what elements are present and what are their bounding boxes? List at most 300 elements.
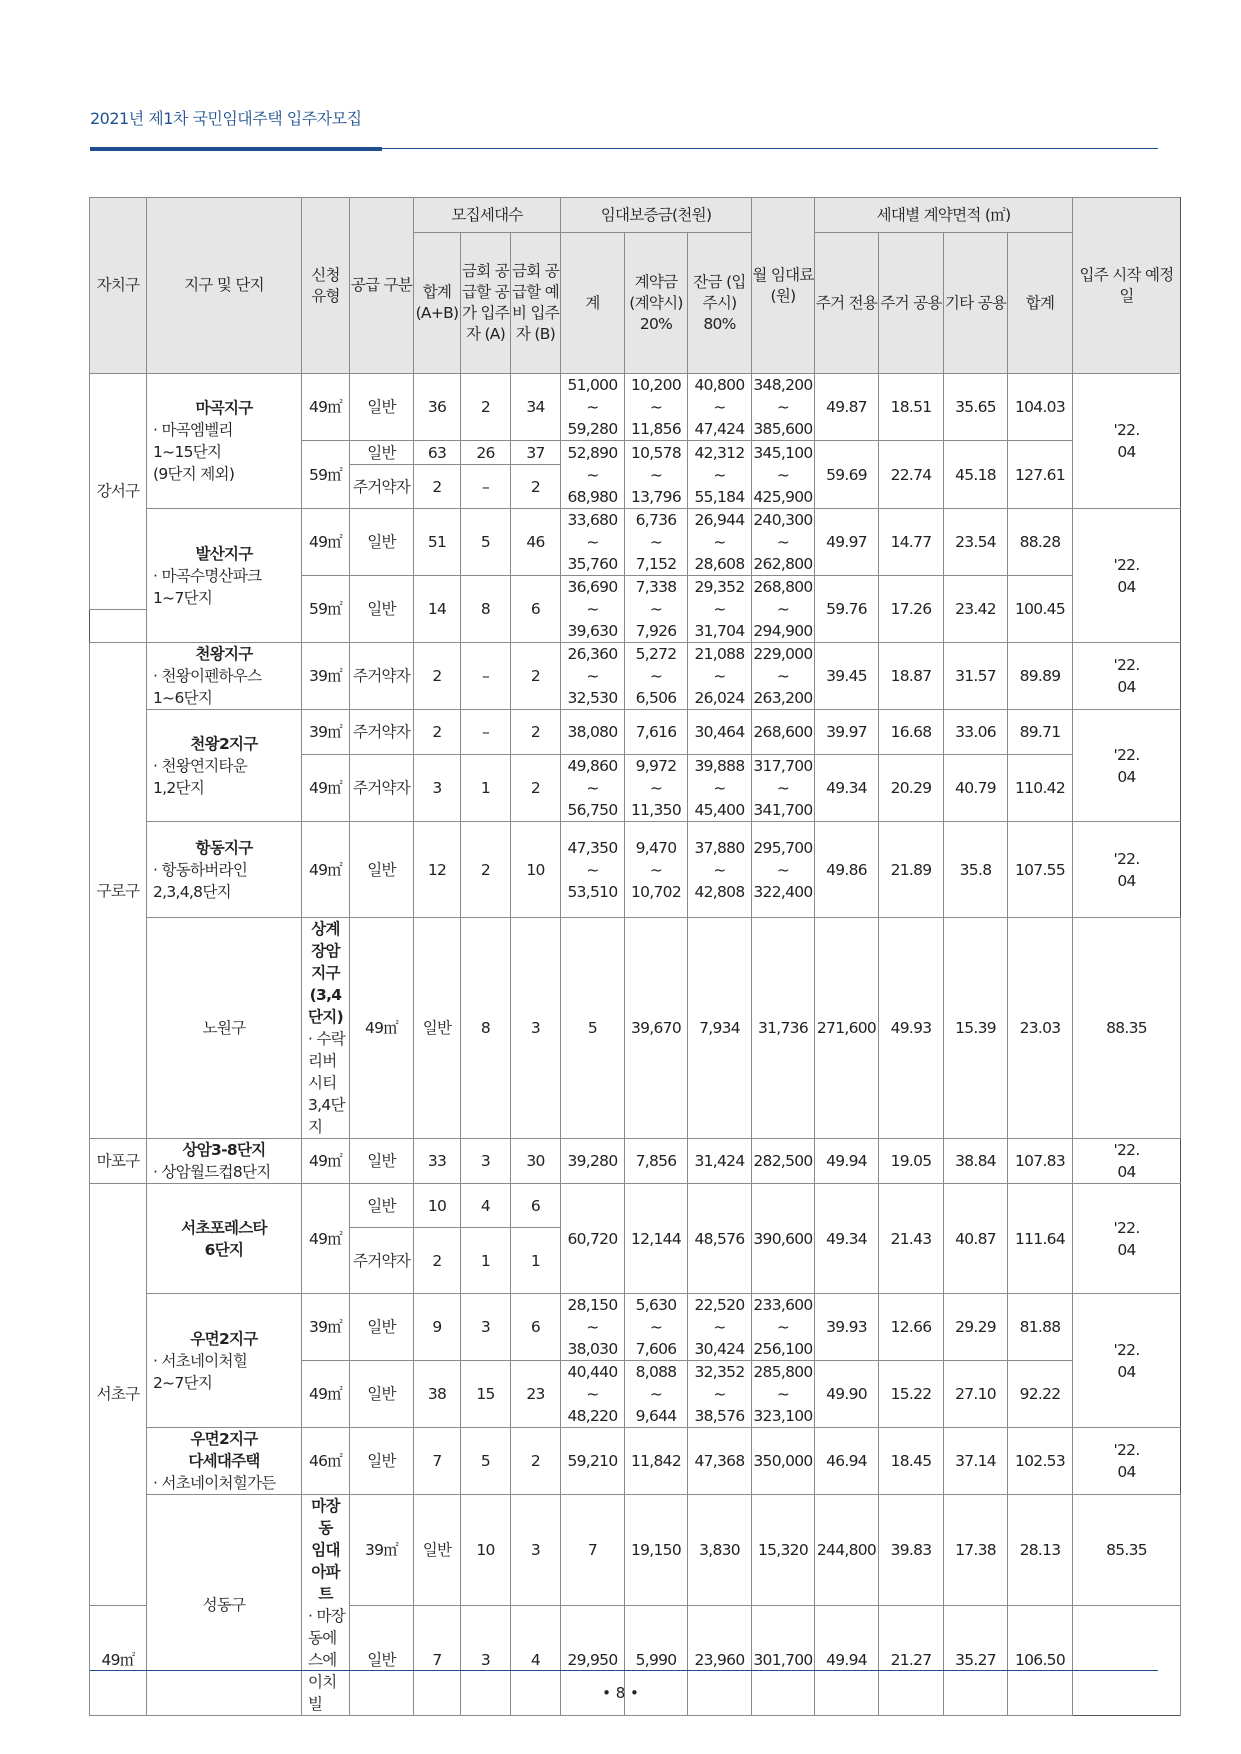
area-other-cell: 23.03 (1008, 918, 1073, 1139)
complex-name: 우면2지구 (190, 1329, 258, 1348)
complex-cell (302, 918, 350, 1139)
area-total-cell: 85.35 (1073, 1495, 1181, 1606)
area-other-cell: 38.84 (944, 1139, 1008, 1184)
table-row (90, 374, 1181, 408)
area-private-cell: 49.34 (815, 1184, 879, 1294)
type-cell: 49㎡ (302, 374, 350, 441)
gh-b-cell: 2 (511, 643, 561, 710)
table-row (90, 1184, 1181, 1228)
area-private-cell: 39.45 (815, 643, 879, 710)
area-total-cell: 88.35 (1073, 918, 1181, 1139)
contract-cell: 11,842 (625, 1428, 688, 1495)
area-total-cell: 107.83 (1008, 1139, 1073, 1184)
type-cell: 59㎡ (302, 576, 350, 643)
monthly-rent-cell: 244,800 (815, 1495, 879, 1606)
total-cell: 51 (414, 509, 461, 576)
supply-cell: 일반 (350, 374, 414, 441)
balance-cell: 31,424 (688, 1139, 752, 1184)
type-cell: 49㎡ (90, 1605, 147, 1716)
hdr-area-common: 주거 공용 (879, 233, 944, 374)
district-cell: 서초구 (90, 1184, 147, 1606)
complex-name: 천왕지구 (195, 645, 253, 663)
deposit-cell: 59,210 (561, 1428, 625, 1495)
area-other-cell: 40.87 (944, 1184, 1008, 1294)
balance-cell: 40,800 ~ 47,424 (688, 374, 752, 441)
hdr-district: 자치구 (90, 198, 147, 374)
total-cell: 14 (414, 576, 461, 643)
balance-cell: 22,520 ~ 30,424 (688, 1294, 752, 1361)
hdr-complex: 지구 및 단지 (147, 198, 302, 374)
supply-cell: 일반 (414, 918, 461, 1139)
balance-cell: 31,736 (752, 918, 815, 1139)
gh-a-cell: 3 (511, 1495, 561, 1606)
contract-cell: 3,830 (688, 1495, 752, 1606)
deposit-cell: 39,280 (561, 1139, 625, 1184)
page-number: • 8 • (602, 1684, 639, 1702)
complex-cell (147, 1428, 302, 1495)
contract-cell: 5,630 ~ 7,606 (625, 1294, 688, 1361)
complex-name: 항동지구 (195, 838, 253, 857)
complex-sub: · 마곡수명산파크 1~7단지 (153, 566, 262, 607)
gh-a-cell: 3 (511, 918, 561, 1139)
area-private-cell: 49.86 (815, 822, 879, 918)
hdr-supply (350, 198, 414, 374)
area-other-cell: 35.8 (944, 822, 1008, 918)
contract-cell: 9,470 ~ 10,702 (625, 822, 688, 918)
complex-name: 마장동 임대아파트 (311, 1497, 340, 1603)
balance-cell: 23,960 (688, 1605, 752, 1716)
area-private-cell: 59.69 (815, 441, 879, 509)
hdr-dep-contract: 계약금 (계약시) 20% (625, 233, 688, 374)
gh-a-cell: – (461, 710, 511, 755)
hdr-gh-b: 금회 공급할 예비 입주자 (B) (511, 233, 561, 374)
contract-cell: 10,578 ~ 13,796 (625, 441, 688, 509)
complex-sub: · 서초네이처힐가든 (153, 1474, 276, 1492)
gh-b-cell: 2 (511, 1428, 561, 1495)
area-private-cell: 39.97 (815, 710, 879, 755)
area-common-cell: 18.87 (879, 643, 944, 710)
gh-b-cell: 2 (511, 710, 561, 755)
type-cell: 49㎡ (302, 509, 350, 576)
total-cell: 33 (414, 1139, 461, 1184)
monthly-rent-cell: 390,600 (752, 1184, 815, 1294)
balance-cell: 30,464 (688, 710, 752, 755)
type-cell: 49㎡ (302, 1361, 350, 1428)
area-other-cell: 28.13 (1008, 1495, 1073, 1606)
complex-name: 서초포레스타 6단지 (181, 1218, 267, 1259)
type-cell: 49㎡ (302, 1139, 350, 1184)
gh-a-cell: 15 (461, 1361, 511, 1428)
area-common-cell: 21.43 (879, 1184, 944, 1294)
deposit-cell: 39,670 (625, 918, 688, 1139)
area-total-cell: 110.42 (1008, 755, 1073, 822)
gh-a-cell: 8 (461, 576, 511, 643)
gh-a-cell: 3 (461, 1139, 511, 1184)
table-row (90, 1495, 1181, 1606)
hdr-move-in-text: 입주 시작 예정일 (1079, 265, 1174, 305)
complex-cell (147, 1139, 302, 1184)
hdr-recruit-group: 모집세대수 (414, 198, 561, 233)
area-other-cell: 37.14 (944, 1428, 1008, 1495)
area-total-cell: 127.61 (1008, 441, 1073, 509)
hdr-monthly (752, 198, 815, 374)
area-total-cell: 88.28 (1008, 509, 1073, 576)
district-cell: 마포구 (90, 1139, 147, 1184)
move-in-cell: '22. 04 (1073, 509, 1181, 643)
type-cell: 39㎡ (302, 643, 350, 710)
total-cell: 2 (414, 465, 461, 509)
move-in-cell: '22. 04 (1073, 822, 1181, 918)
area-common-cell: 16.68 (879, 710, 944, 755)
total-cell: 36 (414, 374, 461, 441)
type-cell: 49㎡ (302, 822, 350, 918)
supply-cell: 일반 (350, 822, 414, 918)
move-in-cell: '22. 04 (1073, 643, 1181, 710)
total-cell: 63 (414, 441, 461, 465)
area-total-cell: 111.64 (1008, 1184, 1073, 1294)
rental-table (89, 197, 1181, 1716)
total-cell: 8 (461, 918, 511, 1139)
total-cell: 2 (414, 710, 461, 755)
contract-cell: 5,272 ~ 6,506 (625, 643, 688, 710)
gh-a-cell: 2 (461, 374, 511, 441)
area-other-cell: 45.18 (944, 441, 1008, 509)
hdr-area-group: 세대별 계약면적 (㎡) (815, 198, 1073, 233)
area-total-cell: 107.55 (1008, 822, 1073, 918)
move-in-cell: '22. 04 (1073, 710, 1181, 822)
area-private-cell: 46.94 (815, 1428, 879, 1495)
header-rule-accent (90, 147, 382, 151)
supply-cell: 일반 (350, 1361, 414, 1428)
type-cell: 49㎡ (350, 918, 414, 1139)
gh-b-cell: 23 (511, 1361, 561, 1428)
contract-cell: 7,616 (625, 710, 688, 755)
gh-a-cell: 3 (461, 1605, 511, 1716)
contract-cell: 10,200 ~ 11,856 (625, 374, 688, 441)
supply-cell: 일반 (350, 441, 414, 465)
area-other-cell: 33.06 (944, 710, 1008, 755)
contract-cell: 8,088 ~ 9,644 (625, 1361, 688, 1428)
area-private-cell: 59.76 (815, 576, 879, 643)
complex-sub: · 수락리버시티 3,4단지 (308, 1030, 346, 1136)
district-cell: 성동구 (147, 1495, 302, 1716)
footer-rule (90, 1670, 1158, 1671)
area-other-cell: 23.42 (944, 576, 1008, 643)
supply-cell: 일반 (350, 1605, 414, 1716)
deposit-cell: 33,680 ~ 35,760 (561, 509, 625, 576)
monthly-rent-cell: 268,600 (752, 710, 815, 755)
complex-cell (147, 1184, 302, 1294)
gh-b-cell: 2 (511, 755, 561, 822)
gh-b-cell: 37 (511, 441, 561, 465)
gh-b-cell: 46 (511, 509, 561, 576)
hdr-area-private: 주거 전용 (815, 233, 879, 374)
contract-cell: 7,856 (625, 1139, 688, 1184)
hdr-dep-balance: 잔금 (입주시) 80% (688, 233, 752, 374)
area-total-cell: 104.03 (1008, 374, 1073, 441)
gh-a-cell: 1 (461, 755, 511, 822)
table-row (90, 643, 1181, 677)
complex-cell (147, 1294, 302, 1428)
area-other-cell: 35.27 (944, 1605, 1008, 1716)
complex-sub: · 항동하버라인 2,3,4,8단지 (153, 860, 248, 901)
hdr-area-other: 기타 공용 (944, 233, 1008, 374)
type-cell: 59㎡ (302, 441, 350, 509)
supply-cell: 일반 (350, 576, 414, 643)
monthly-rent-cell: 229,000 ~ 263,200 (752, 643, 815, 710)
balance-cell: 29,352 ~ 31,704 (688, 576, 752, 643)
deposit-cell: 49,860 ~ 56,750 (561, 755, 625, 822)
balance-cell: 32,352 ~ 38,576 (688, 1361, 752, 1428)
complex-sub: · 마장동에스에이치빌 (308, 1607, 346, 1713)
area-common-cell: 18.45 (879, 1428, 944, 1495)
hdr-gh-a: 금회 공급할 공가 입주자 (A) (461, 233, 511, 374)
area-private-cell: 49.34 (815, 755, 879, 822)
move-in-cell: '22. 04 (1073, 374, 1181, 509)
monthly-rent-cell: 271,600 (815, 918, 879, 1139)
gh-b-cell: 34 (511, 374, 561, 441)
monthly-rent-cell: 295,700 ~ 322,400 (752, 822, 815, 918)
hdr-monthly-text: 월 임대료 (원) (752, 265, 814, 305)
area-other-cell: 23.54 (944, 509, 1008, 576)
balance-cell: 47,368 (688, 1428, 752, 1495)
complex-name: 상암3-8단지 (182, 1141, 266, 1159)
hdr-area-total: 합계 (1008, 233, 1073, 374)
deposit-cell: 36,690 ~ 39,630 (561, 576, 625, 643)
deposit-cell: 60,720 (561, 1184, 625, 1294)
table-row (90, 1428, 1181, 1495)
supply-cell: 일반 (350, 1139, 414, 1184)
area-common-cell: 17.26 (879, 576, 944, 643)
balance-cell: 26,944 ~ 28,608 (688, 509, 752, 576)
supply-cell: 주거약자 (350, 710, 414, 755)
complex-name: 마곡지구 (195, 399, 253, 417)
area-private-cell: 49.90 (815, 1361, 879, 1428)
supply-cell: 일반 (414, 1495, 461, 1606)
monthly-rent-cell: 317,700 ~ 341,700 (752, 755, 815, 822)
monthly-rent-cell: 285,800 ~ 323,100 (752, 1361, 815, 1428)
supply-cell: 일반 (350, 509, 414, 576)
supply-cell: 주거약자 (350, 755, 414, 822)
district-cell: 구로구 (90, 643, 147, 1139)
complex-name: 천왕2지구 (190, 734, 258, 753)
table-body (90, 374, 1181, 1716)
hdr-supply-text: 공급 구분 (350, 276, 413, 294)
area-common-cell: 21.89 (879, 822, 944, 918)
gh-b-cell: 2 (511, 465, 561, 509)
area-common-cell: 22.74 (879, 441, 944, 509)
area-total-cell: 81.88 (1008, 1294, 1073, 1361)
area-private-cell: 49.94 (815, 1139, 879, 1184)
supply-cell: 주거약자 (350, 1228, 414, 1294)
monthly-rent-cell: 282,500 (752, 1139, 815, 1184)
table-row (90, 710, 1181, 755)
table-row (90, 1294, 1181, 1361)
table-row (90, 822, 1181, 918)
complex-cell (147, 509, 302, 643)
area-private-cell: 49.97 (815, 509, 879, 576)
hdr-deposit-group: 임대보증금(천원) (561, 198, 752, 233)
balance-cell: 48,576 (688, 1184, 752, 1294)
gh-b-cell: 10 (511, 822, 561, 918)
area-common-cell: 20.29 (879, 755, 944, 822)
monthly-rent-cell: 345,100 ~ 425,900 (752, 441, 815, 509)
balance-cell: 42,312 ~ 55,184 (688, 441, 752, 509)
contract-cell: 7,934 (688, 918, 752, 1139)
gh-a-cell: – (461, 643, 511, 710)
deposit-cell: 29,950 (561, 1605, 625, 1716)
deposit-cell: 28,150 ~ 38,030 (561, 1294, 625, 1361)
contract-cell: 12,144 (625, 1184, 688, 1294)
complex-cell (147, 374, 302, 509)
gh-b-cell: 7 (561, 1495, 625, 1606)
total-cell: 9 (414, 1294, 461, 1361)
complex-cell (147, 710, 302, 822)
area-private-cell: 49.93 (879, 918, 944, 1139)
gh-a-cell: 1 (461, 1228, 511, 1294)
balance-cell: 39,888 ~ 45,400 (688, 755, 752, 822)
complex-sub: · 상암월드컵8단지 (153, 1163, 271, 1181)
gh-b-cell: 5 (561, 918, 625, 1139)
complex-sub: · 마곡엠벨리 1~15단지 (9단지 제외) (153, 421, 235, 483)
total-cell: 12 (414, 822, 461, 918)
gh-b-cell: 6 (511, 1184, 561, 1228)
gh-b-cell: 6 (511, 1294, 561, 1361)
move-in-cell: '22. 04 (1073, 1184, 1181, 1294)
hdr-total: 합계 (A+B) (414, 233, 461, 374)
complex-sub: · 천왕연지타운 1,2단지 (153, 756, 248, 797)
hdr-move-in (1073, 198, 1181, 374)
move-in-cell: '22. 04 (1073, 1428, 1181, 1495)
hdr-dep-total: 계 (561, 233, 625, 374)
total-cell: 10 (414, 1184, 461, 1228)
total-cell: 2 (414, 643, 461, 710)
type-cell: 39㎡ (302, 1294, 350, 1361)
balance-cell: 37,880 ~ 42,808 (688, 822, 752, 918)
table-row (90, 509, 1181, 543)
area-other-cell: 40.79 (944, 755, 1008, 822)
monthly-rent-cell: 233,600 ~ 256,100 (752, 1294, 815, 1361)
area-total-cell: 102.53 (1008, 1428, 1073, 1495)
deposit-cell: 19,150 (625, 1495, 688, 1606)
supply-cell: 일반 (350, 1428, 414, 1495)
total-cell: 3 (414, 755, 461, 822)
district-cell: 노원구 (147, 918, 302, 1139)
gh-a-cell: 5 (461, 1428, 511, 1495)
complex-name: 우면2지구 다세대주택 (188, 1430, 260, 1470)
gh-a-cell: 2 (461, 822, 511, 918)
complex-cell (147, 822, 302, 918)
area-private-cell: 39.93 (815, 1294, 879, 1361)
monthly-rent-cell: 301,700 (752, 1605, 815, 1716)
complex-sub: · 서초네이처힐 2~7단지 (153, 1351, 248, 1392)
total-cell: 38 (414, 1361, 461, 1428)
area-common-cell: 15.22 (879, 1361, 944, 1428)
document-header: 2021년 제1차 국민임대주택 입주자모집 (90, 109, 362, 128)
gh-b-cell: 30 (511, 1139, 561, 1184)
monthly-rent-cell: 240,300 ~ 262,800 (752, 509, 815, 576)
gh-a-cell: 26 (461, 441, 511, 465)
area-common-cell: 14.77 (879, 509, 944, 576)
gh-b-cell: 6 (511, 576, 561, 643)
deposit-cell: 38,080 (561, 710, 625, 755)
area-other-cell: 31.57 (944, 643, 1008, 710)
balance-cell: 21,088 ~ 26,024 (688, 643, 752, 710)
gh-b-cell: 4 (511, 1605, 561, 1716)
deposit-cell: 51,000 ~ 59,280 (561, 374, 625, 441)
table-row (90, 918, 1181, 1139)
district-cell: 강서구 (90, 374, 147, 610)
type-cell: 49㎡ (302, 755, 350, 822)
deposit-cell: 52,890 ~ 68,980 (561, 441, 625, 509)
total-cell: 2 (414, 1228, 461, 1294)
hdr-type-text: 신청 유형 (311, 265, 340, 305)
total-cell: 7 (414, 1428, 461, 1495)
contract-cell: 9,972 ~ 11,350 (625, 755, 688, 822)
move-in-cell: '22. 04 (1073, 1294, 1181, 1428)
area-common-cell: 17.38 (944, 1495, 1008, 1606)
contract-cell: 6,736 ~ 7,152 (625, 509, 688, 576)
supply-cell: 주거약자 (350, 465, 414, 509)
total-cell: 7 (414, 1605, 461, 1716)
area-common-cell: 21.27 (879, 1605, 944, 1716)
complex-cell (302, 1495, 350, 1716)
type-cell: 39㎡ (350, 1495, 414, 1606)
complex-name: 상계장암지구 (3,4단지) (308, 920, 343, 1026)
type-cell: 46㎡ (302, 1428, 350, 1495)
complex-cell (147, 643, 302, 710)
area-total-cell: 100.45 (1008, 576, 1073, 643)
type-cell: 39㎡ (302, 710, 350, 755)
area-other-cell: 29.29 (944, 1294, 1008, 1361)
gh-a-cell: – (461, 465, 511, 509)
deposit-cell: 26,360 ~ 32,530 (561, 643, 625, 710)
type-cell: 49㎡ (302, 1184, 350, 1294)
deposit-cell: 40,440 ~ 48,220 (561, 1361, 625, 1428)
monthly-rent-cell: 350,000 (752, 1428, 815, 1495)
total-cell: 10 (461, 1495, 511, 1606)
complex-sub: · 천왕이펜하우스 1~6단지 (153, 667, 262, 707)
hdr-type (302, 198, 350, 374)
monthly-rent-cell: 348,200 ~ 385,600 (752, 374, 815, 441)
area-private-cell: 49.87 (815, 374, 879, 441)
area-common-cell: 15.39 (944, 918, 1008, 1139)
supply-cell: 주거약자 (350, 643, 414, 710)
area-private-cell: 49.94 (815, 1605, 879, 1716)
gh-a-cell: 3 (461, 1294, 511, 1361)
area-private-cell: 39.83 (879, 1495, 944, 1606)
monthly-rent-cell: 268,800 ~ 294,900 (752, 576, 815, 643)
area-total-cell: 89.71 (1008, 710, 1073, 755)
area-other-cell: 27.10 (944, 1361, 1008, 1428)
complex-name: 발산지구 (195, 544, 253, 563)
supply-cell: 일반 (350, 1184, 414, 1228)
table-row (90, 1139, 1181, 1184)
balance-cell: 15,320 (752, 1495, 815, 1606)
area-common-cell: 19.05 (879, 1139, 944, 1184)
gh-b-cell: 1 (511, 1228, 561, 1294)
move-in-cell: '22. 04 (1073, 1139, 1181, 1184)
area-common-cell: 12.66 (879, 1294, 944, 1361)
area-total-cell: 92.22 (1008, 1361, 1073, 1428)
supply-cell: 일반 (350, 1294, 414, 1361)
area-total-cell: 89.89 (1008, 643, 1073, 710)
gh-a-cell: 4 (461, 1184, 511, 1228)
contract-cell: 5,990 (625, 1605, 688, 1716)
area-total-cell: 106.50 (1008, 1605, 1073, 1716)
gh-a-cell: 5 (461, 509, 511, 576)
area-other-cell: 35.65 (944, 374, 1008, 441)
